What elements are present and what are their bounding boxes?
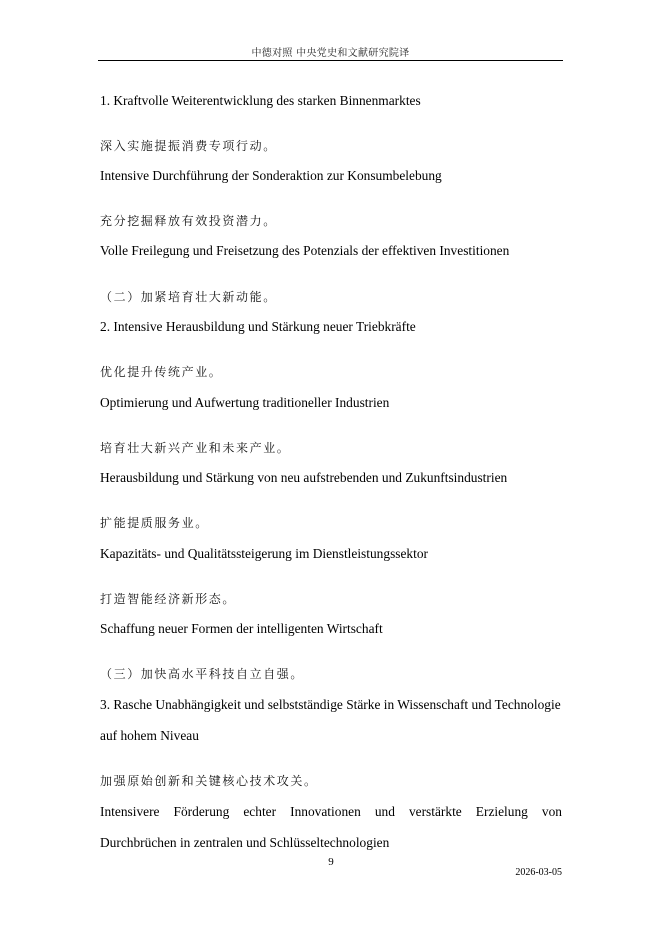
paragraph-zh: 深入实施提振消费专项行动。 bbox=[100, 139, 277, 153]
paragraph-de: Kapazitäts- und Qualitätssteigerung im Dienstleistungssektor bbox=[100, 546, 429, 561]
paragraph-de: Intensivere Förderung echter Innovationen und verstärkte Erzielung von bbox=[100, 804, 562, 819]
paragraph-zh: 充分挖掘释放有效投资潜力。 bbox=[100, 214, 277, 228]
page-header: 中德对照 中央党史和文献研究院译 bbox=[251, 48, 410, 59]
paragraph-zh: 加强原始创新和关键核心技术攻关。 bbox=[100, 774, 318, 788]
paragraph-de: Optimierung und Aufwertung traditioneller Industrien bbox=[100, 395, 390, 410]
page-date: 2026-03-05 bbox=[515, 867, 562, 878]
section-heading-zh: （三）加快高水平科技自立自强。 bbox=[100, 667, 305, 681]
paragraph-zh: 优化提升传统产业。 bbox=[100, 365, 223, 379]
section-heading-de: auf hohem Niveau bbox=[100, 728, 199, 743]
section-heading-de: 2. Intensive Herausbildung und Stärkung neuer Triebkräfte bbox=[100, 319, 416, 334]
page-number: 9 bbox=[328, 856, 334, 868]
paragraph-de: Herausbildung und Stärkung von neu aufstrebenden und Zukunftsindustrien bbox=[100, 470, 508, 485]
paragraph-de: Durchbrüchen in zentralen und Schlüsseltechnologien bbox=[100, 835, 390, 850]
section-heading-de: 1. Kraftvolle Weiterentwicklung des starken Binnenmarktes bbox=[100, 93, 421, 108]
paragraph-zh: 打造智能经济新形态。 bbox=[100, 592, 237, 606]
paragraph-de: Intensive Durchführung der Sonderaktion zur Konsumbelebung bbox=[100, 168, 442, 183]
paragraph-zh: 培育壮大新兴产业和未来产业。 bbox=[100, 441, 291, 455]
paragraph-de: Volle Freilegung und Freisetzung des Potenzials der effektiven Investitionen bbox=[100, 243, 510, 258]
section-heading-zh: （二）加紧培育壮大新动能。 bbox=[100, 290, 277, 304]
header-rule bbox=[98, 60, 563, 61]
paragraph-de: Schaffung neuer Formen der intelligenten Wirtschaft bbox=[100, 621, 383, 636]
section-heading-de: 3. Rasche Unabhängigkeit und selbstständige Stärke in Wissenschaft und Technologie bbox=[100, 697, 561, 712]
paragraph-zh: 扩能提质服务业。 bbox=[100, 516, 209, 530]
